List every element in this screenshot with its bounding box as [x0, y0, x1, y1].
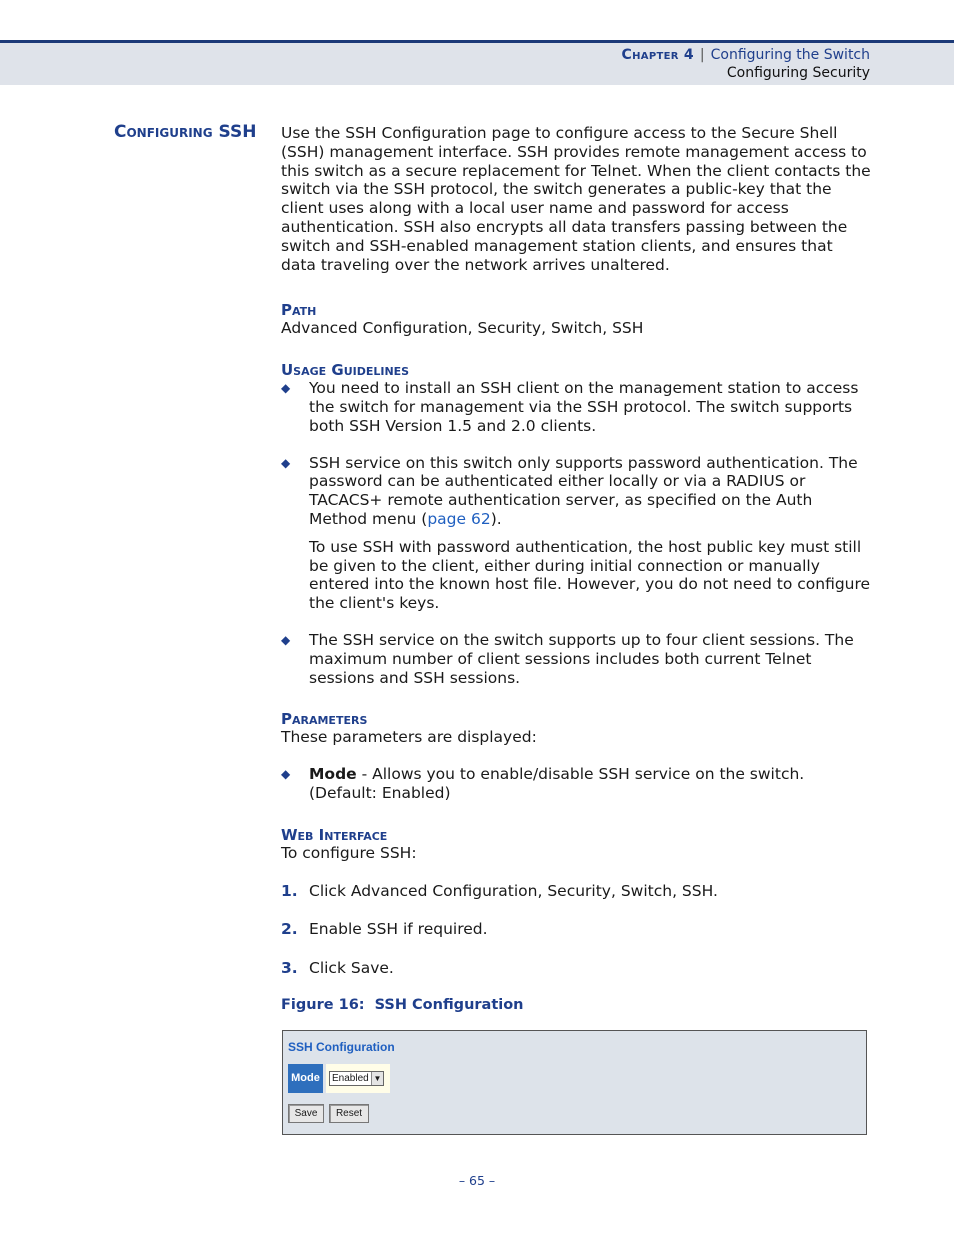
- header-section-title: Configuring Security: [726, 65, 870, 81]
- mode-cell: [326, 1064, 390, 1093]
- diamond-bullet-icon: ◆: [281, 632, 291, 647]
- mode-term: Mode: [309, 765, 357, 784]
- chapter-title: Configuring the Switch: [710, 47, 870, 63]
- step-number: 3.: [281, 959, 298, 978]
- usage-bullet-1: [281, 379, 871, 435]
- save-button[interactable]: Save: [288, 1104, 324, 1123]
- usage-bullet-2: [281, 454, 871, 613]
- mode-select[interactable]: [329, 1071, 384, 1086]
- web-interface-intro: To configure SSH:: [281, 843, 417, 862]
- figure-caption: [281, 996, 871, 1015]
- intro-paragraph: Use the SSH Configuration page to configure access to the Secure Shell (SSH) management interface. SSH provides remote management access to this switch as a secure replacement for Telnet. When the client contacts the switch via the SSH protocol, the switch generates a public-key that the client uses along with a local user name and password for access authentication. SSH also encrypts all data transfers passing between the switch and SSH-enabled management station clients, and ensures that data traveling over the network arrives unaltered.: [281, 124, 871, 274]
- page-header: [0, 40, 954, 85]
- path-text: Advanced Configuration, Security, Switch, SSH: [281, 319, 644, 338]
- ssh-configuration-panel: [282, 1030, 867, 1135]
- figure-number: Figure 16:: [281, 996, 365, 1013]
- step-number: 1.: [281, 881, 298, 900]
- mode-description: - Allows you to enable/disable SSH service on the switch. (Default: Enabled): [309, 765, 805, 802]
- content-column: [281, 124, 871, 1015]
- figure-title: SSH Configuration: [374, 996, 524, 1013]
- step-2: [281, 920, 871, 939]
- usage-bullet-1-text: You need to install an SSH client on the management station to access the switch for management via the SSH protocol. The switch supports both SSH Version 1.5 and 2.0 clients.: [309, 379, 859, 435]
- header-separator: |: [699, 47, 705, 63]
- panel-title: SSH Configuration: [288, 1040, 395, 1054]
- chevron-down-icon[interactable]: ▼: [371, 1072, 383, 1085]
- diamond-bullet-icon: ◆: [281, 767, 291, 782]
- mode-parameter-text: [309, 765, 871, 803]
- mode-label: Mode: [288, 1064, 323, 1093]
- step-text: Click Save.: [309, 959, 394, 978]
- usage-bullet-2-text: [309, 454, 871, 529]
- usage-heading: Usage Guidelines: [281, 361, 410, 380]
- usage-bullet-2-extra: To use SSH with password authentication, the host public key must still be given to the client, either during initial connection or manually entered into the known host file. However, you do not need to configure the client's keys.: [309, 537, 871, 613]
- usage-bullet-2-text-before: SSH service on this switch only supports password authentication. The password can be authenticated either locally or via a RADIUS or TACACS+ remote authentication server, as specified on the Auth Method menu (: [309, 453, 858, 528]
- header-chapter-line: [622, 47, 870, 63]
- step-text: Click Advanced Configuration, Security, Switch, SSH.: [309, 881, 718, 900]
- reset-button[interactable]: Reset: [329, 1104, 369, 1123]
- web-interface-heading: Web Interface: [281, 825, 388, 844]
- section-title: Configuring SSH: [114, 122, 257, 142]
- page-62-link[interactable]: page 62: [427, 509, 491, 528]
- mode-parameter: [281, 765, 871, 803]
- parameters-heading: Parameters: [281, 710, 368, 729]
- step-text: Enable SSH if required.: [309, 920, 488, 939]
- mode-select-value: Enabled: [332, 1073, 369, 1084]
- usage-bullet-3-text: The SSH service on the switch supports up to four client sessions. The maximum number of client sessions includes both current Telnet sessions and SSH sessions.: [309, 630, 854, 687]
- diamond-bullet-icon: ◆: [281, 455, 291, 470]
- page-number: – 65 –: [458, 1173, 496, 1188]
- diamond-bullet-icon: ◆: [281, 381, 291, 396]
- step-3: [281, 959, 871, 978]
- usage-bullet-3: [281, 631, 871, 687]
- chapter-label: Chapter 4: [621, 47, 694, 63]
- usage-bullet-2-text-after: ).: [490, 509, 502, 528]
- step-number: 2.: [281, 920, 298, 939]
- step-1: [281, 882, 871, 901]
- path-heading: Path: [281, 301, 317, 320]
- parameters-intro: These parameters are displayed:: [281, 728, 537, 747]
